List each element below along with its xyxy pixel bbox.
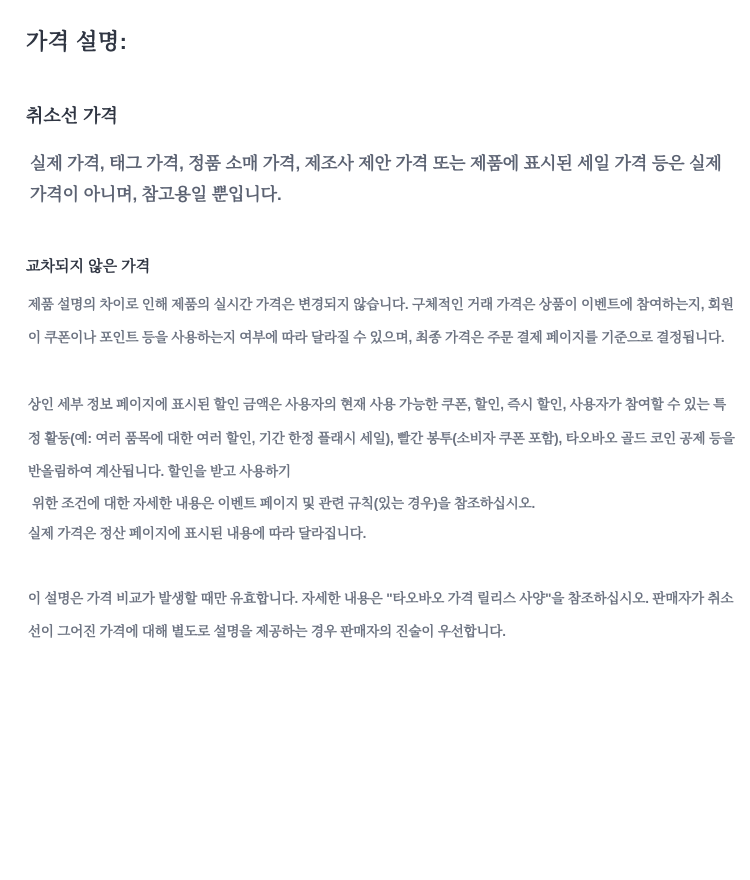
paragraph-settlement-price: 실제 가격은 정산 페이지에 표시된 내용에 따라 달라집니다. [28,526,367,542]
paragraph-price-comparison-validity: 이 설명은 가격 비교가 발생할 때만 유효합니다. 자세한 내용은 "타오바오 가격 릴리스 사양"을 참조하십시오. 판매자가 취소선이 그어진 가격에 대해 별도로 설명을 제공하는 경우 판매자의 진술이 우선합니다. [28,591,734,640]
paragraph-realtime-price: 제품 설명의 차이로 인해 제품의 실시간 가격은 변경되지 않습니다. 구체적인 거래 가격은 상품이 이벤트에 참여하는지, 회원이 쿠폰이나 포인트 등을 사용하는지 여부에 따라 달라질 수 있으며, 최종 가격은 주문 결제 페이지를 기준으로 결정됩니다. [28,297,734,346]
section-heading-strikethrough-price: 취소선 가격 [26,105,118,126]
paragraph-discount-conditions: 위한 조건에 대한 자세한 내용은 이벤트 페이지 및 관련 규칙(있는 경우)을 참조하십시오. [32,495,536,511]
lead-paragraph-strikethrough-price: 실제 가격, 태그 가격, 정품 소매 가격, 제조사 제안 가격 또는 제품에 표시된 세일 가격 등은 실제 가격이 아니며, 참고용일 뿐입니다. [30,153,722,205]
subheading-non-crossed-price: 교차되지 않은 가격 [26,257,151,275]
paragraph-discount-calculation: 상인 세부 정보 페이지에 표시된 할인 금액은 사용자의 현재 사용 가능한 쿠폰, 할인, 즉시 할인, 사용자가 참여할 수 있는 특정 활동(예: 여러 품목에 대한 여러 할인, 기간 한정 플래시 세일), 빨간 봉투(소비자 쿠폰 포함), 타오바오 골드 코인 공제 등을 반올림하여 계산됩니다. 할인을 받고 사용하기 [28,397,735,479]
page-title: 가격 설명: [26,29,128,54]
